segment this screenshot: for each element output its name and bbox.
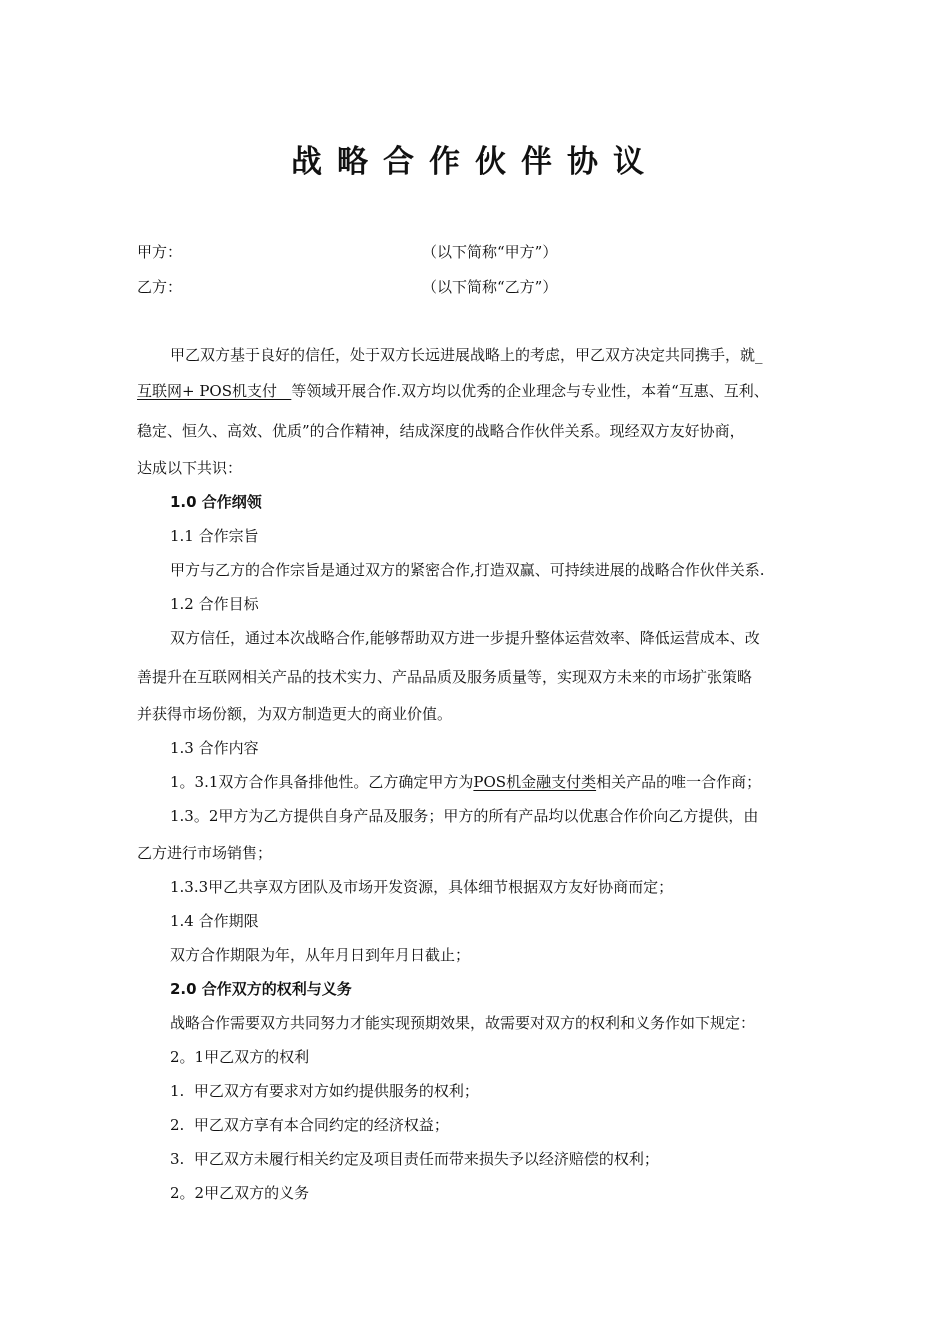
section-2-heading: 2.0 合作双方的权利与义务 xyxy=(170,980,352,998)
section-1-3-2-line-2: 乙方进行市场销售； xyxy=(137,844,273,862)
right-item-1: 1. 甲乙双方有要求对方如约提供服务的权利； xyxy=(170,1082,479,1100)
party-a-note: （以下简称“甲方”） xyxy=(422,243,558,261)
cooperation-field: 互联网+ POS机支付 xyxy=(137,382,292,400)
section-1-3-3: 1.3.3甲乙共享双方团队及市场开发资源，具体细节根据双方友好协商而定； xyxy=(170,878,674,896)
intro-line-1-text: 甲乙双方基于良好的信任，处于双方长远进展战略上的考虑，甲乙双方决定共同携手，就 xyxy=(170,346,756,364)
section-1-3-title: 1.3 合作内容 xyxy=(170,739,259,757)
party-b-label: 乙方： xyxy=(137,278,183,296)
section-1-2-line-1: 双方信任，通过本次战略合作,能够帮助双方进一步提升整体运营效率、降低运营成本、改 xyxy=(170,629,760,647)
section-2-1-title: 2。1甲乙双方的权利 xyxy=(170,1048,310,1066)
section-1-heading: 1.0 合作纲领 xyxy=(170,493,262,511)
party-b-note: （以下简称“乙方”） xyxy=(422,278,558,296)
section-1-3-1-pre: 1。3.1双方合作具备排他性。乙方确定甲方为 xyxy=(170,773,474,791)
intro-line-3: 稳定、恒久、高效、优质”的合作精神，结成深度的战略合作伙伴关系。现经双方友好协商， xyxy=(137,422,745,440)
section-1-1-text: 甲方与乙方的合作宗旨是通过双方的紧密合作,打造双赢、可持续进展的战略合作伙伴关系. xyxy=(170,561,765,579)
intro-line-4: 达成以下共识： xyxy=(137,459,243,477)
intro-line-1 xyxy=(170,344,763,366)
document-title: 战略合作伙伴协议 xyxy=(291,144,659,180)
intro-line-2-text: 等领域开展合作.双方均以优秀的企业理念与专业性，本着“互惠、互利、 xyxy=(291,382,769,400)
section-1-2-title: 1.2 合作目标 xyxy=(170,595,259,613)
section-1-4-title: 1.4 合作期限 xyxy=(170,912,259,930)
right-item-2: 2. 甲乙双方享有本合同约定的经济权益； xyxy=(170,1116,449,1134)
section-1-3-1-post: 相关产品的唯一合作商； xyxy=(596,773,762,791)
section-1-3-1 xyxy=(170,771,761,793)
section-1-4-text: 双方合作期限为年，从年月日到年月日截止； xyxy=(170,946,471,964)
product-category-field: POS机金融支付类 xyxy=(473,773,597,791)
section-1-2-line-2: 善提升在互联网相关产品的技术实力、产品品质及服务质量等，实现双方未来的市场扩张策略 xyxy=(137,668,753,686)
intro-line-1-tail: _ xyxy=(755,346,763,364)
section-1-1-title: 1.1 合作宗旨 xyxy=(170,527,259,545)
right-item-3: 3. 甲乙双方未履行相关约定及项目责任而带来损失予以经济赔偿的权利； xyxy=(170,1150,659,1168)
section-2-intro: 战略合作需要双方共同努力才能实现预期效果，故需要对双方的权利和义务作如下规定： xyxy=(170,1014,756,1032)
section-2-2-title: 2。2甲乙双方的义务 xyxy=(170,1184,310,1202)
party-a-label: 甲方： xyxy=(137,243,183,261)
intro-line-2 xyxy=(137,380,769,402)
section-1-2-line-3: 并获得市场份额，为双方制造更大的商业价值。 xyxy=(137,705,453,723)
section-1-3-2-line-1: 1.3。2甲方为乙方提供自身产品及服务；甲方的所有产品均以优惠合作价向乙方提供，由 xyxy=(170,807,759,825)
